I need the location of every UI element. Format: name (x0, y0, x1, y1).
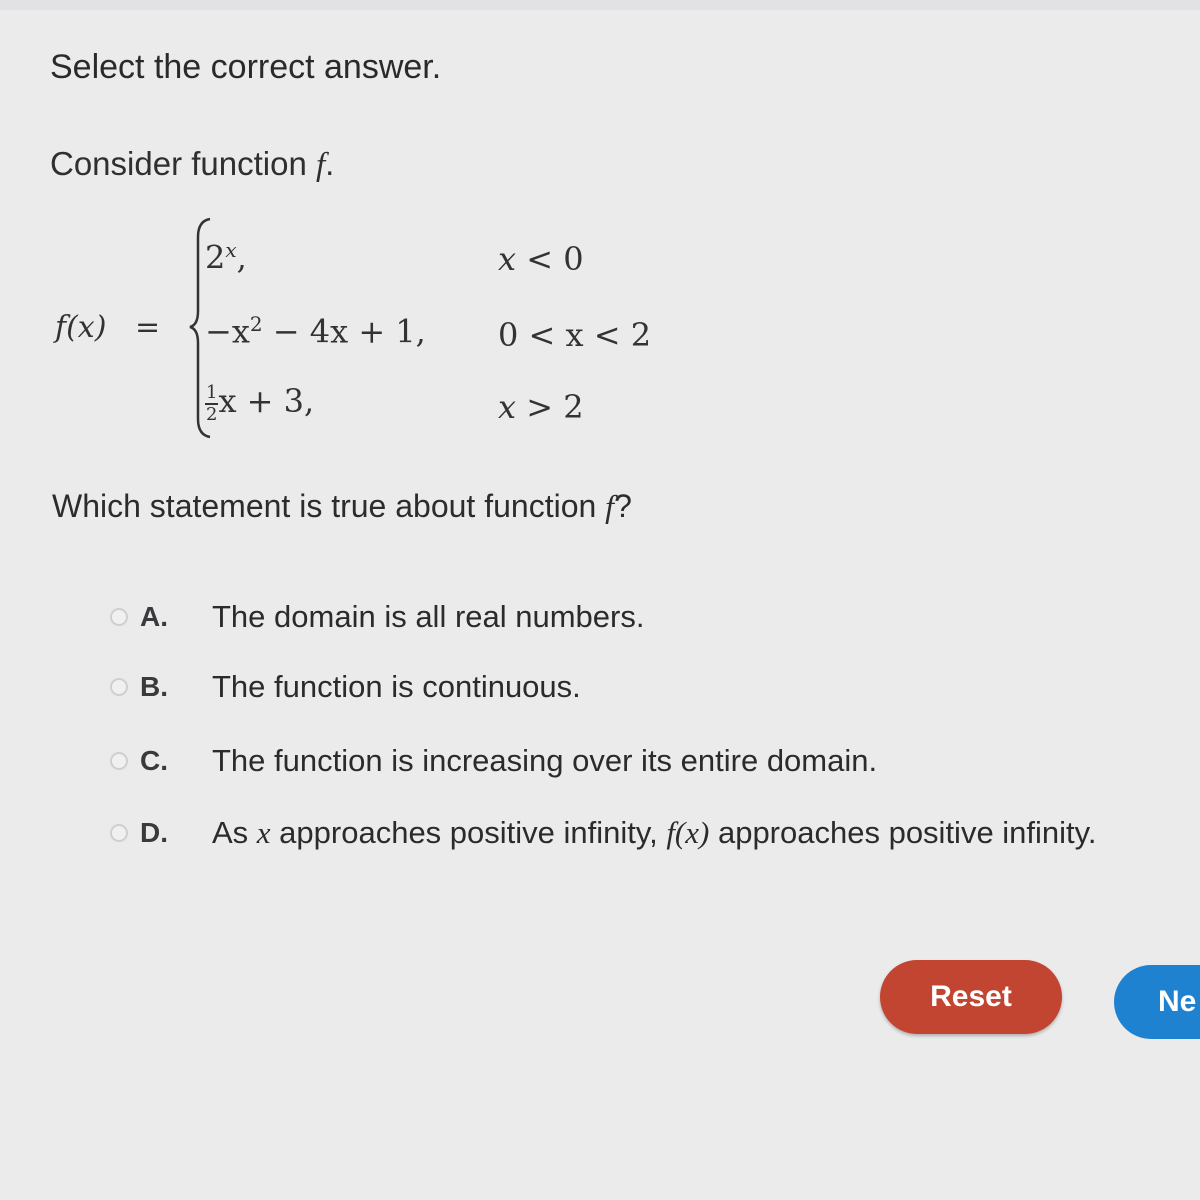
option-c[interactable] (110, 736, 877, 786)
top-border (0, 0, 1200, 10)
fraction-numerator: 1 (206, 381, 218, 403)
piece-3-fraction (205, 383, 218, 425)
piece-1-comma: , (236, 238, 247, 277)
option-c-letter: C. (140, 745, 168, 776)
piece-3-expression (205, 382, 314, 425)
option-d-text-mid: approaches positive infinity, (270, 815, 667, 850)
piece-2-expr-pre: −x (205, 312, 250, 351)
option-d-text-post: approaches positive infinity. (709, 815, 1097, 850)
next-button[interactable]: Ne (1114, 965, 1200, 1039)
question-suffix: ? (614, 488, 632, 524)
option-a-letter: A. (140, 601, 168, 632)
instruction-text: Select the correct answer. (50, 48, 442, 86)
piece-3-condition-text: > 2 (516, 388, 584, 426)
piece-2-expression (205, 312, 426, 351)
option-d-letter: D. (140, 817, 168, 848)
fraction-denominator: 2 (206, 403, 218, 425)
piece-3-condition-var: x (498, 388, 517, 426)
piece-1-condition (498, 240, 584, 278)
option-d-text-pre: As (212, 815, 257, 850)
piece-2-condition: 0 < x < 2 (498, 316, 652, 354)
option-d[interactable] (110, 808, 1096, 858)
question-intro (50, 145, 334, 184)
option-d-text (212, 815, 1096, 851)
option-b-letter: B. (140, 671, 168, 702)
question-prefix: Which statement is true about function (52, 488, 606, 524)
option-a-text: The domain is all real numbers. (212, 599, 645, 634)
equals-sign: = (135, 310, 161, 345)
piece-2-expr-post: − 4x + 1, (262, 312, 426, 351)
intro-suffix: . (325, 145, 335, 182)
intro-function-name: f (315, 147, 326, 183)
piece-3-expr: x + 3, (218, 382, 315, 420)
option-b[interactable] (110, 662, 581, 712)
option-a[interactable] (110, 592, 644, 642)
option-d-x: x (256, 815, 271, 850)
function-lhs (55, 310, 160, 345)
option-b-radio[interactable] (110, 678, 128, 696)
reset-button[interactable]: Reset (880, 960, 1062, 1034)
piece-1-expression (205, 238, 247, 277)
option-d-radio[interactable] (110, 824, 128, 842)
piece-2-exponent: 2 (249, 312, 263, 336)
question-function-name: f (605, 488, 615, 524)
piece-3-condition (498, 388, 584, 426)
piece-1-base: 2 (205, 238, 226, 277)
piece-1-condition-text: < 0 (516, 240, 584, 278)
option-b-text: The function is continuous. (212, 669, 581, 704)
function-lhs-label: f(x) (55, 310, 107, 345)
question-text (52, 488, 632, 525)
piece-1-exponent: x (225, 238, 237, 262)
option-d-fx: f(x) (666, 815, 710, 850)
option-a-radio[interactable] (110, 608, 128, 626)
piece-1-condition-var: x (498, 240, 517, 278)
intro-prefix: Consider function (50, 145, 316, 182)
option-c-radio[interactable] (110, 752, 128, 770)
option-c-text: The function is increasing over its entire domain. (212, 743, 878, 778)
